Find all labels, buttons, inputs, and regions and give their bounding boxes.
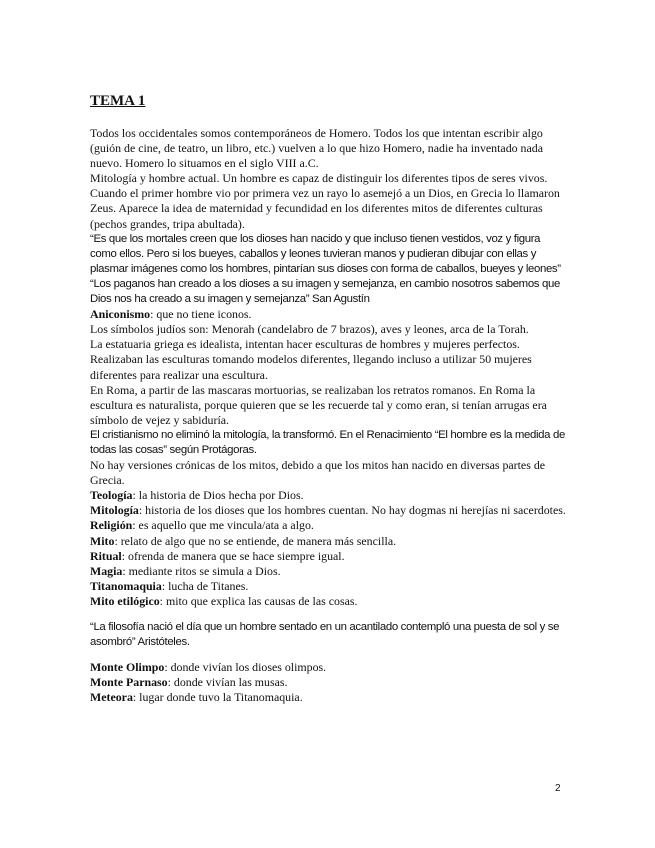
definition-term: Magia (90, 563, 123, 578)
definition-ritual (90, 549, 568, 564)
definition-term: Aniconismo (90, 307, 151, 322)
definition-text: : relato de algo que no se entiende, de manera más sencilla. (114, 533, 397, 548)
spacer (90, 650, 568, 660)
quote-aristoteles: “La filosofía nació el día que un hombre sentado en un acantilado contempló una puesta de sol y se asombró” Aristóteles. (90, 621, 560, 649)
place-monte-parnaso (90, 675, 568, 690)
definition-aniconismo (90, 307, 568, 322)
paragraph-roma: En Roma, a partir de las mascaras mortuorias, se realizaban los retratos romanos. En Roma la escultura es naturalista, porque quieren que se les recuerde tal y como eran, si tenían arrugas era símbolo de vejez y sabiduría. (90, 382, 547, 427)
paragraph-homero: Todos los occidentales somos contemporáneos de Homero. Todos los que intentan escribir algo (guión de cine, de teatro, un libro, etc.) vuelven a lo que hizo Homero, nadie ha inventado nada nuevo. Homero lo situamos en el siglo VIII a.C. (90, 126, 544, 171)
place-text: : donde vivían las musas. (167, 675, 288, 690)
spacer (90, 609, 568, 620)
definition-magia (90, 564, 568, 579)
definition-text: : es aquello que me vincula/ata a algo. (132, 518, 314, 533)
definition-text: : mito que explica las causas de las cosas. (159, 593, 358, 608)
document-title: TEMA 1 (90, 93, 146, 109)
paragraph-cristianismo: El cristianismo no eliminó la mitología, la transformó. En el Renacimiento “El hombre es la medida de todas las cosas” según Protágoras. (90, 428, 565, 456)
paragraph-mitologia-hombre: Mitología y hombre actual. Un hombre es capaz de distinguir los diferentes tipos de seres vivos. Cuando el primer hombre vio por primera vez un rayo lo asemejó a un Dios, en Grecia lo llamaron Zeus. Aparece la idea de maternidad y fecundidad en los diferentes mitos de diferentes culturas (pechos grandes, tripa abultada). (90, 171, 560, 231)
place-term: Monte Olimpo (90, 660, 165, 675)
place-text: : donde vivían los dioses olimpos. (164, 660, 327, 675)
definition-text: : la historia de Dios hecha por Dios. (132, 488, 304, 503)
definition-term: Teología (90, 488, 133, 503)
quote-san-agustin: “Los paganos han creado a los dioses a su imagen y semejanza, en cambio nosotros sabemos que Dios nos ha creado a su imagen y semejanza” San Agustín (90, 277, 560, 306)
definition-term: Mito (90, 533, 115, 548)
definition-term: Titanomaquia (90, 578, 162, 593)
definition-mito-etilogico (90, 594, 568, 609)
definition-text: : historia de los dioses que los hombres cuentan. No hay dogmas ni herejías ni sacerdotes. (138, 503, 566, 518)
definition-titanomaquia (90, 579, 568, 594)
definition-mito (90, 534, 568, 549)
definition-text: : que no tiene iconos. (150, 307, 252, 322)
definition-term: Mitología (90, 503, 139, 518)
place-monte-olimpo (90, 660, 568, 675)
definition-religion (90, 518, 568, 533)
place-term: Monte Parnaso (90, 675, 168, 690)
place-term: Meteora (90, 690, 133, 705)
definition-text: : lucha de Titanes. (161, 578, 249, 593)
paragraph-versiones: No hay versiones crónicas de los mitos, debido a que los mitos han nacido en diversas partes de Grecia. (90, 458, 546, 488)
quote-mortales: “Es que los mortales creen que los dioses han nacido y que incluso tienen vestidos, voz y figura como ellos. Pero si los bueyes, caballos y leones tuvieran manos y pudieran dibujar con ellas y plasmar imágenes como los hombres, pintarían sus dioses con forma de caballos, bueyes y leones” (90, 232, 561, 275)
paragraph-estatuaria-griega: La estatuaria griega es idealista, intentan hacer esculturas de hombres y mujeres perfectos. Realizaban las esculturas tomando modelos diferentes, llegando incluso a utilizar 50 mujeres diferentes para realizar una escultura. (90, 337, 532, 382)
paragraph-simbolos-judios: Los símbolos judíos son: Menorah (candelabro de 7 brazos), aves y leones, arca de la Torah. (90, 322, 529, 337)
definition-mitologia (90, 503, 568, 518)
definition-term: Mito etilógico (90, 593, 160, 608)
definition-term: Ritual (90, 548, 122, 563)
place-text: : lugar donde tuvo la Titanomaquia. (132, 690, 303, 705)
page-number: 2 (555, 783, 561, 794)
definition-term: Religión (90, 518, 133, 533)
definition-text: : mediante ritos se simula a Dios. (122, 563, 281, 578)
definition-text: : ofrenda de manera que se hace siempre igual. (121, 548, 345, 563)
document-body (90, 92, 568, 705)
definition-teologia (90, 488, 568, 503)
place-meteora (90, 690, 568, 705)
